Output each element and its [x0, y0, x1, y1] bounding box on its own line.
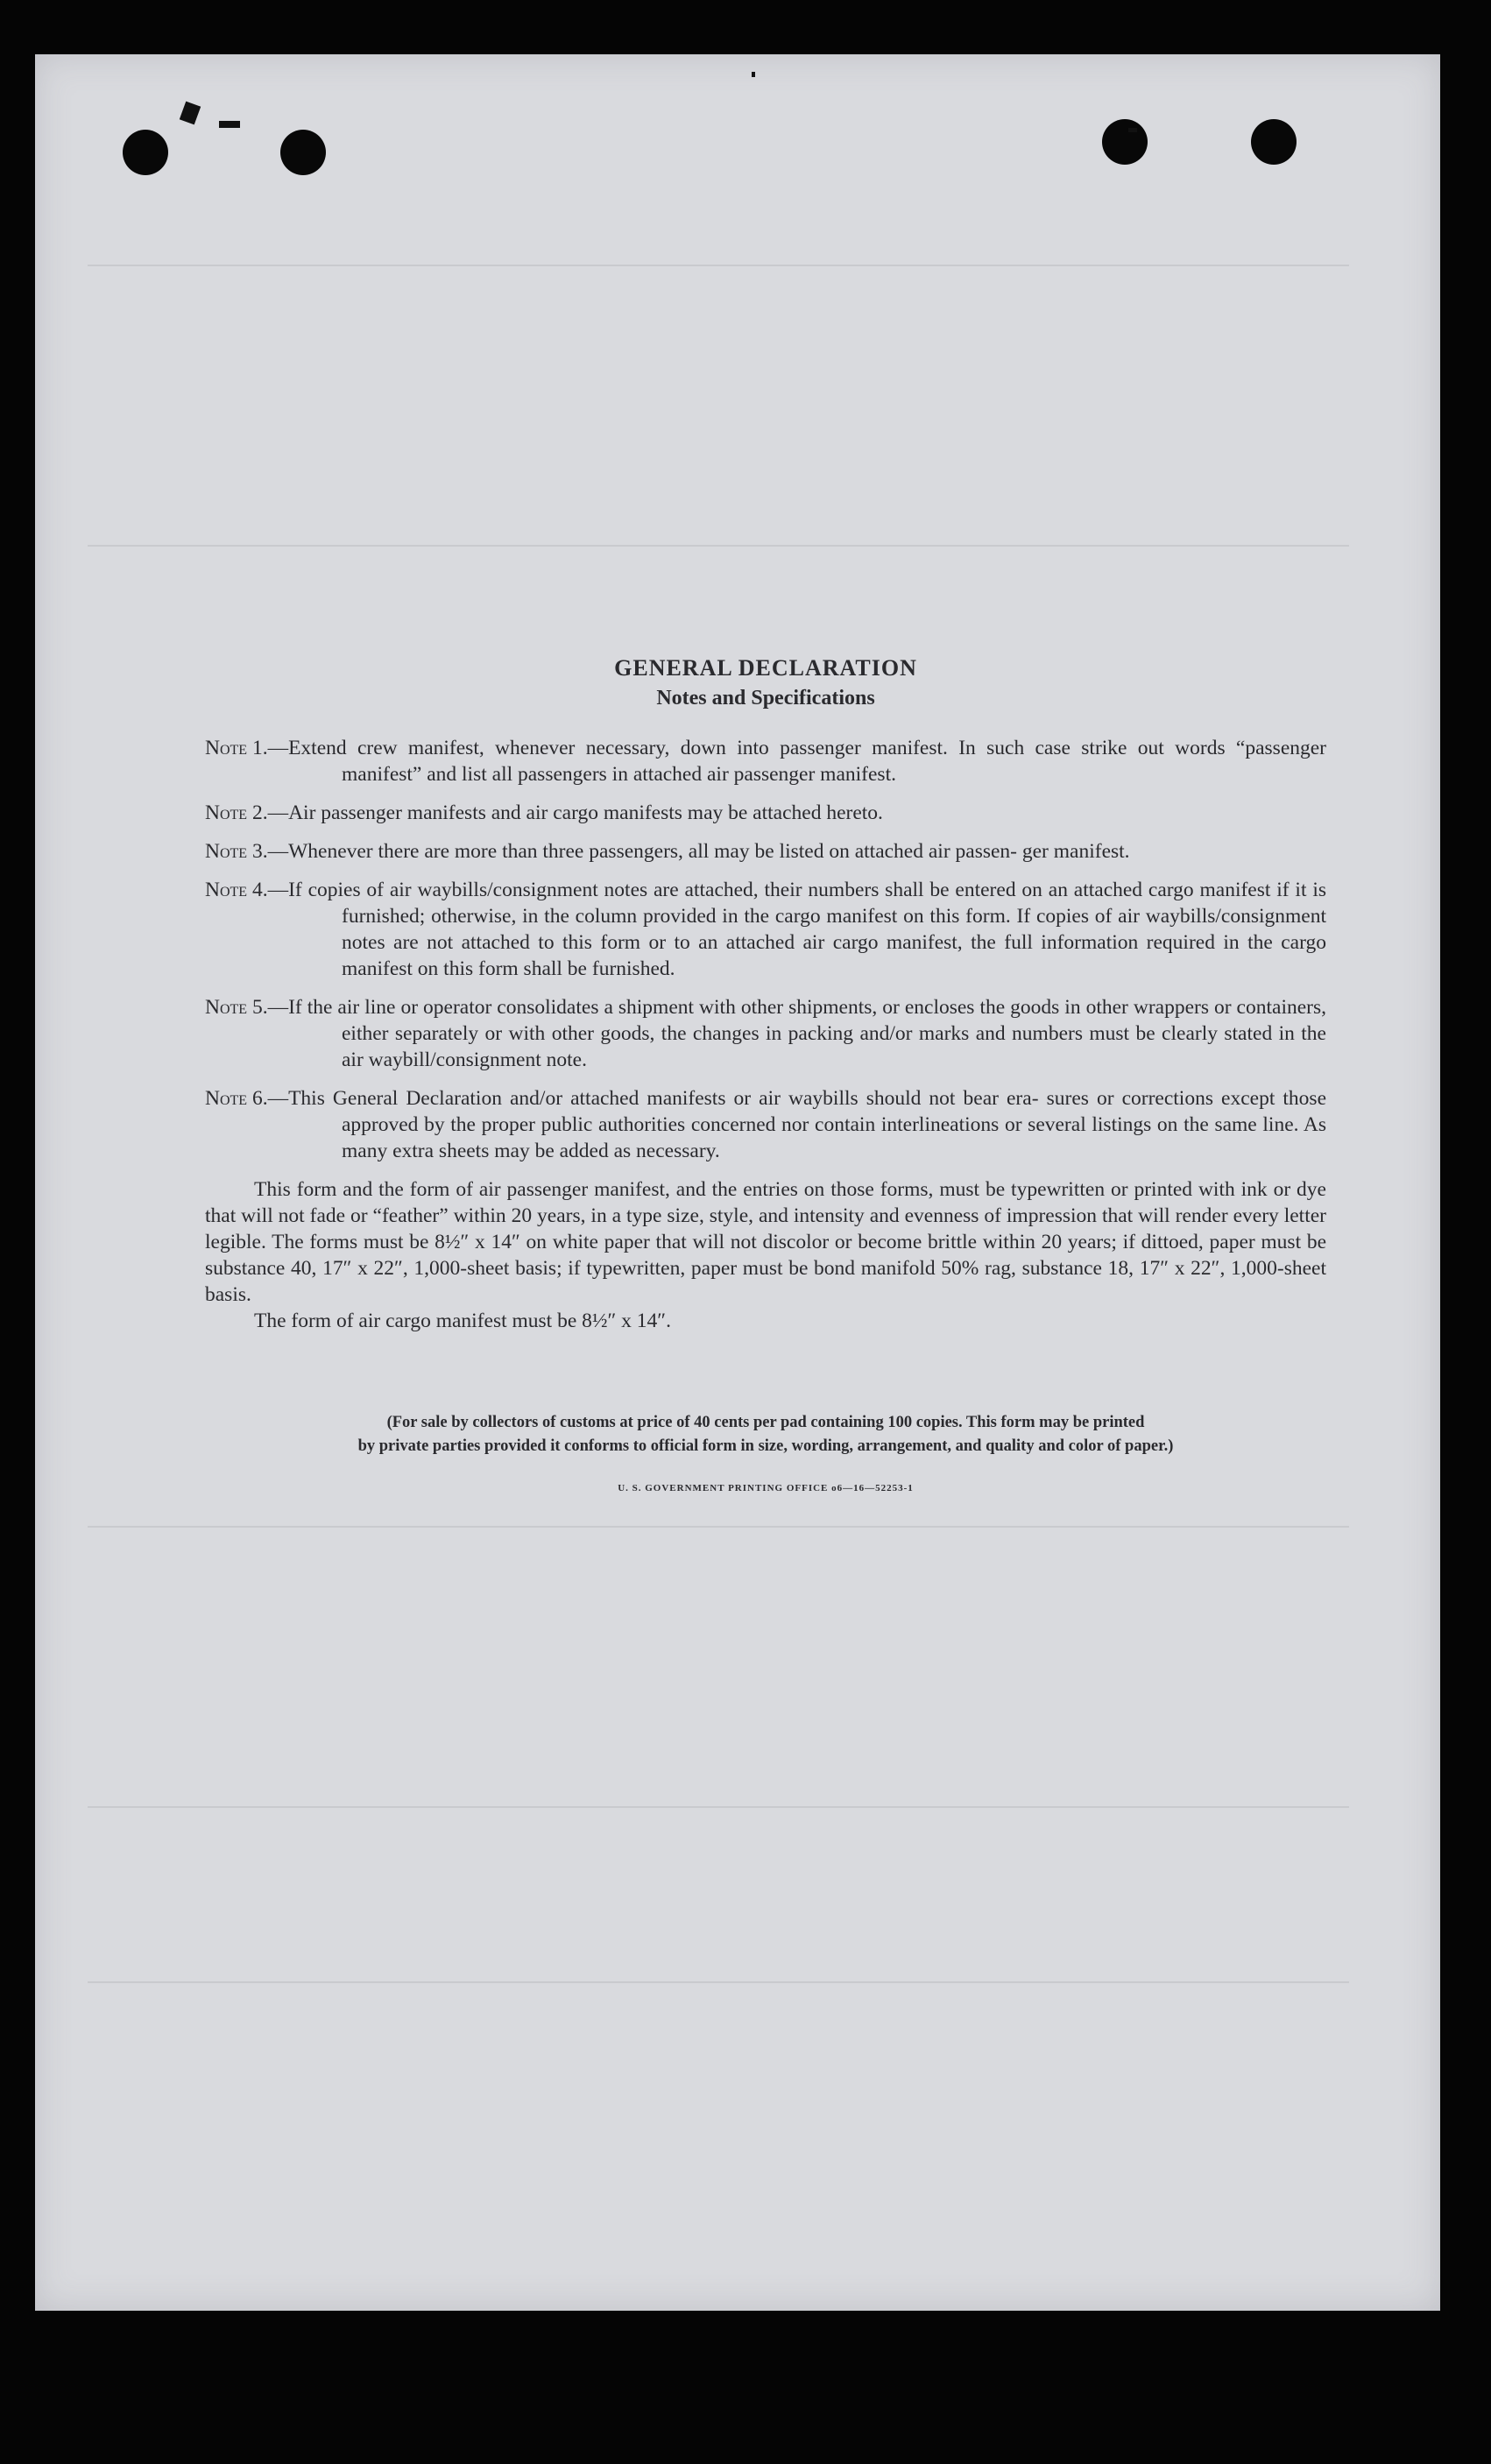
notes-list [205, 735, 1326, 1164]
note-label [205, 838, 268, 865]
sale-notice-line-2: by private parties provided it conforms to official form in size, wording, arrangement, and quality and color of paper.) [357, 1437, 1174, 1455]
note-label-number: 6. [251, 1087, 268, 1110]
bleedthrough-line [88, 1806, 1349, 1808]
ink-speck [180, 102, 201, 125]
sale-notice [205, 1411, 1326, 1458]
punch-hole [1251, 119, 1297, 165]
note-label [205, 800, 268, 826]
note-label-word: Note [205, 996, 248, 1019]
note-label-word: Note [205, 1087, 248, 1110]
note-item [205, 1085, 1326, 1164]
note-label-number: 2. [251, 801, 268, 824]
page-subtitle: Notes and Specifications [656, 687, 875, 710]
ink-speck [219, 121, 240, 128]
cargo-manifest-size-paragraph: The form of air cargo manifest must be 8½″ x 14″. [254, 1310, 671, 1332]
note-first-line: —If the air line or operator consolidates a shipment with other shipments, or encloses the [267, 996, 1006, 1019]
punch-hole [280, 130, 326, 175]
note-label-word: Note [205, 801, 248, 824]
notes-content [205, 655, 1326, 1493]
note-label-word: Note [205, 879, 248, 901]
note-item [205, 735, 1326, 787]
bleedthrough-line [88, 545, 1349, 547]
note-text: goods in other wrappers or containers, either separately or with other goods, the changes in packing and/or marks and numbers must be clearly stated in the air waybill/consignment note. [342, 996, 1327, 1071]
note-label-number: 4. [251, 879, 268, 901]
punch-hole [123, 130, 168, 175]
note-text: ger manifest. [1021, 840, 1130, 863]
punch-hole [1102, 119, 1148, 165]
note-label [205, 735, 268, 761]
note-item [205, 877, 1326, 982]
note-label [205, 877, 268, 903]
note-text: strike out words “passenger manifest” and list all passengers in attached air passenger manifest. [342, 737, 1327, 786]
note-text: on an attached cargo manifest if it is furnished; otherwise, in the column provided in the cargo manifest on this form. If copies of air waybills/consignment notes are not attached to this form or to an attached air cargo manifest, the full information required in the cargo manifest on this form shall be furnished. [342, 879, 1327, 980]
note-item [205, 800, 1326, 826]
note-first-line: —Air passenger manifests and air cargo manifests may be attached hereto. [267, 801, 883, 824]
note-label-number: 3. [251, 840, 268, 863]
note-first-line: —If copies of air waybills/consignment notes are attached, their numbers shall be entered [267, 879, 1016, 901]
bleedthrough-line [88, 1981, 1349, 1983]
ink-speck [1128, 128, 1137, 132]
note-label-word: Note [205, 737, 248, 759]
note-label-number: 1. [251, 737, 268, 759]
document-sheet [35, 54, 1440, 2311]
note-item [205, 994, 1326, 1073]
note-label-word: Note [205, 840, 248, 863]
note-text: sures or corrections except those approved by the proper public authorities concerned nor contain interlineations or several listings on the same line. As many extra sheets may be added as necessary. [342, 1087, 1327, 1162]
printer-imprint: U. S. GOVERNMENT PRINTING OFFICE o6—16—52253-1 [618, 1483, 914, 1493]
note-first-line: —This General Declaration and/or attached manifests or air waybills should not bear era- [267, 1087, 1039, 1110]
note-first-line: —Extend crew manifest, whenever necessary, down into passenger manifest. In such case [267, 737, 1071, 759]
ink-speck [752, 72, 755, 77]
note-item [205, 838, 1326, 865]
note-first-line: —Whenever there are more than three passengers, all may be listed on attached air passen- [267, 840, 1017, 863]
note-label [205, 994, 268, 1020]
bleedthrough-line [88, 1526, 1349, 1528]
sale-notice-line-1: (For sale by collectors of customs at price of 40 cents per pad containing 100 copies. This form may be printed [386, 1414, 1145, 1431]
bleedthrough-line [88, 265, 1349, 266]
note-label [205, 1085, 268, 1112]
specification-paragraph: This form and the form of air passenger manifest, and the entries on those forms, must be typewritten or printed with ink or dye that will not fade or “feather” within 20 years, in a type size, style, and intensity and evenness of impression that will render every letter legible. The forms must be 8½″ x 14″ on white paper that will not discolor or become brittle within 20 years; if dittoed, paper must be substance 40, 17″ x 22″, 1,000-sheet basis; if typewritten, paper must be bond manifold 50% rag, substance 18, 17″ x 22″, 1,000-sheet basis. [205, 1178, 1326, 1306]
page-title: GENERAL DECLARATION [614, 655, 917, 681]
note-label-number: 5. [251, 996, 268, 1019]
